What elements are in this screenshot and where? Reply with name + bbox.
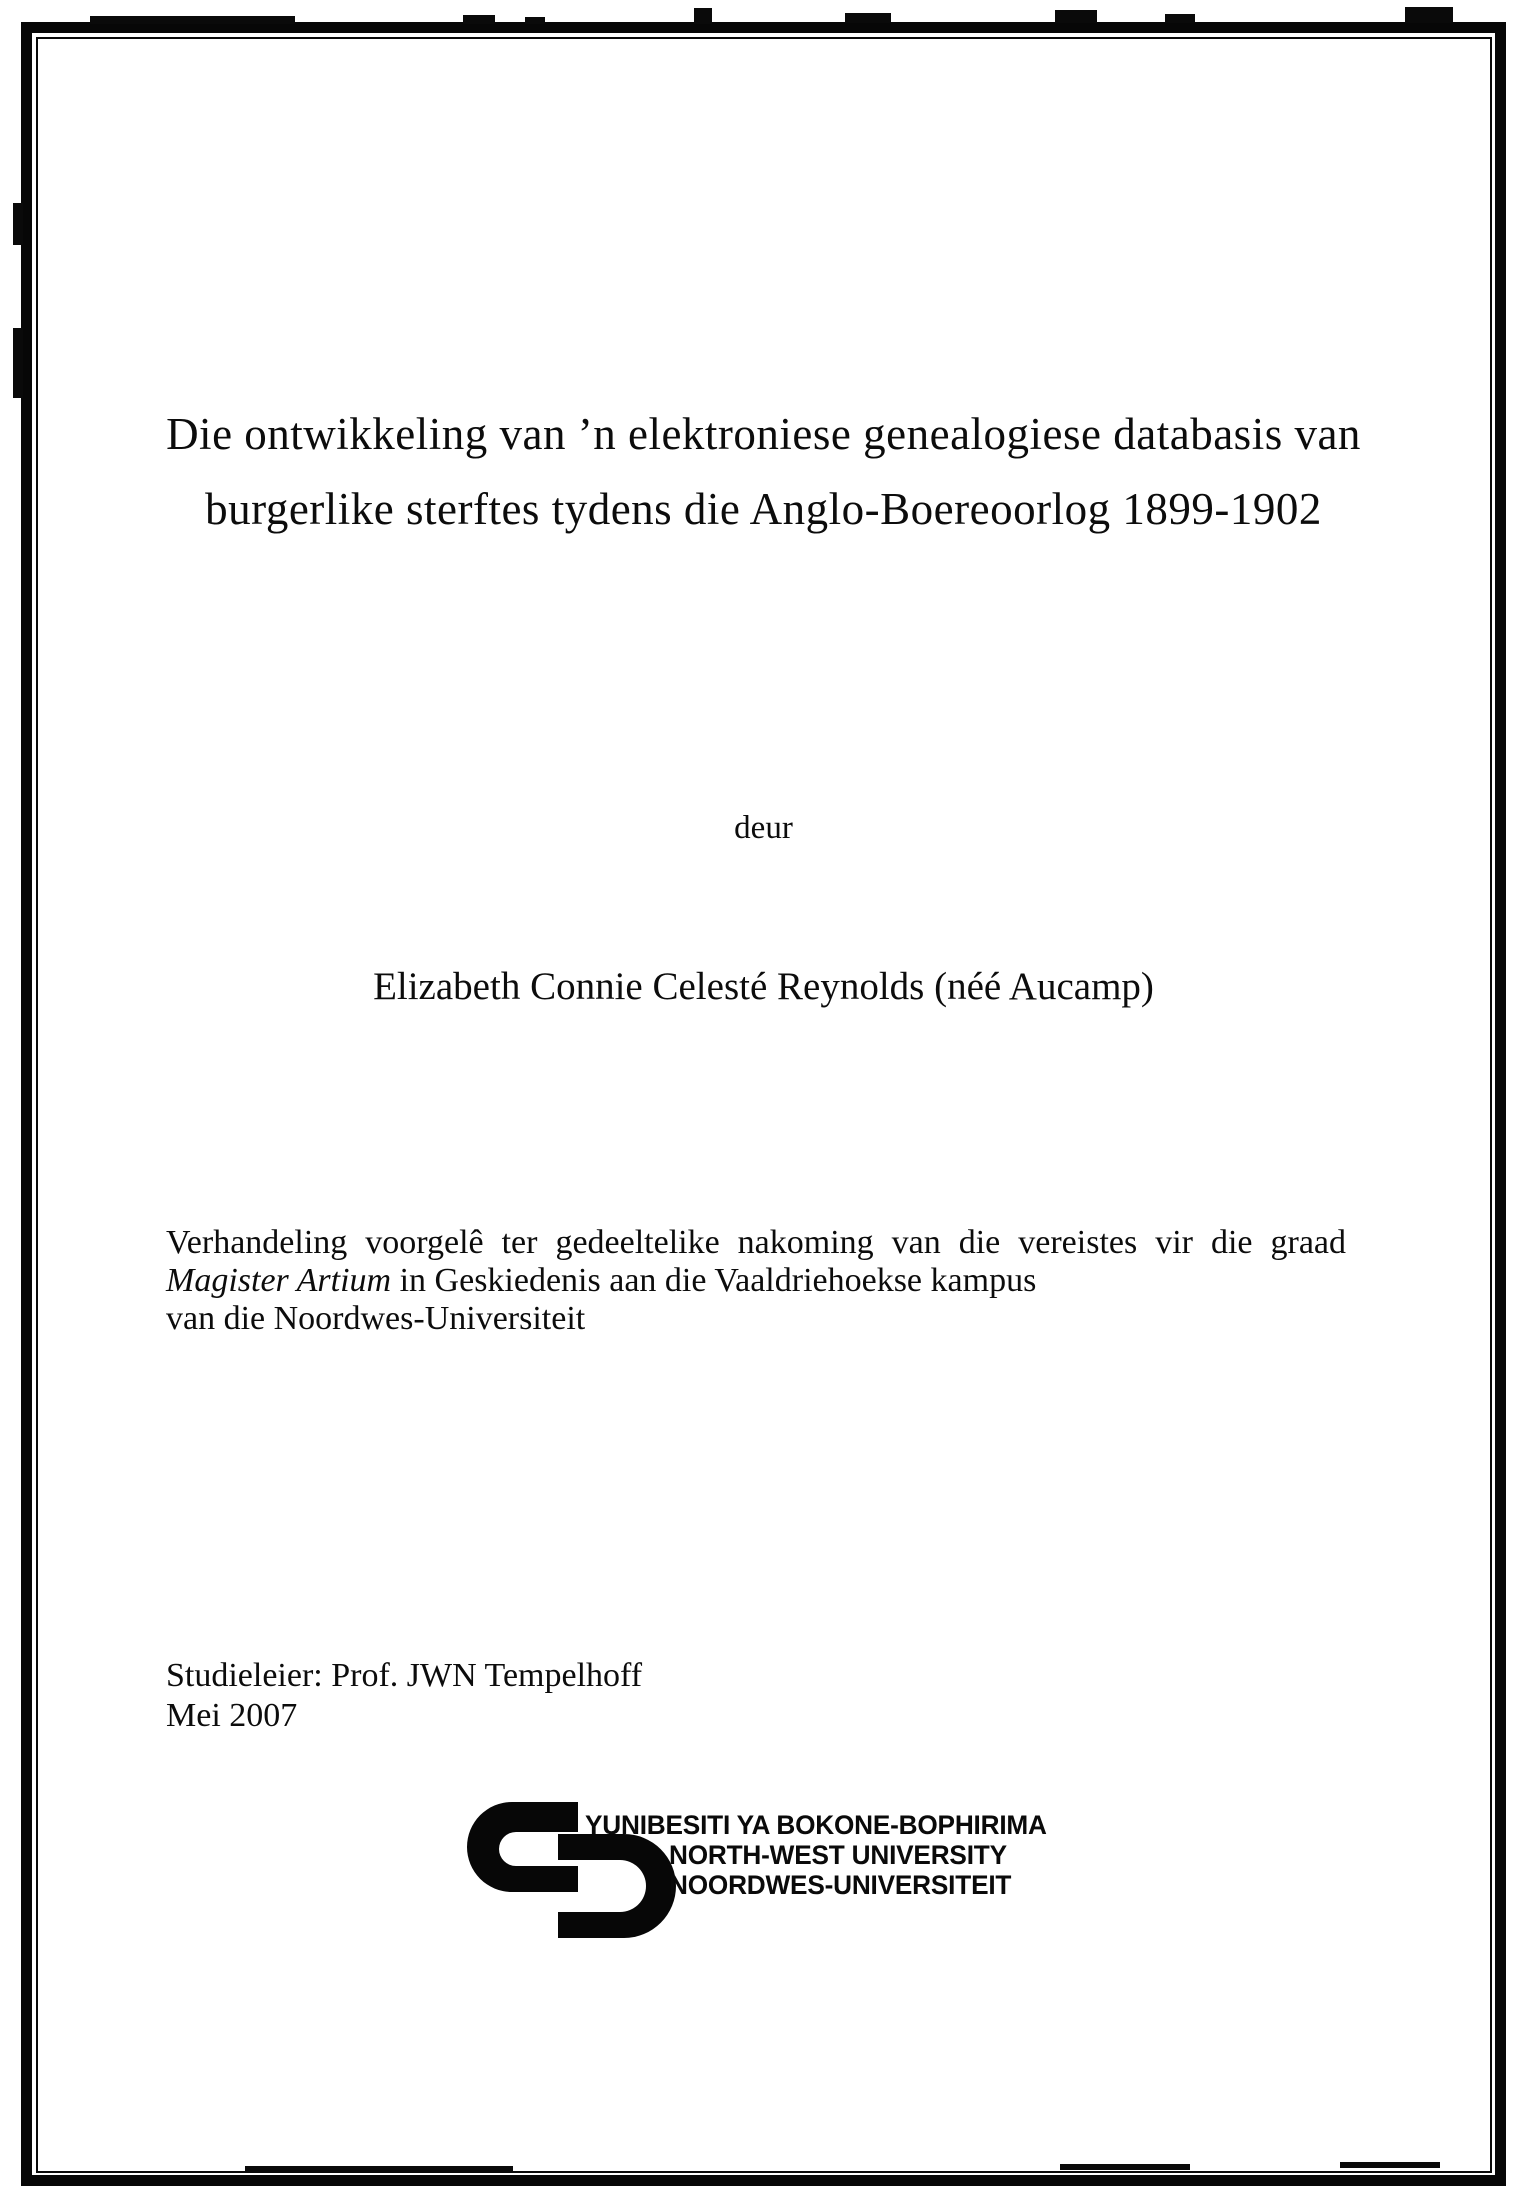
thesis-title-line1: Die ontwikkeling van ’n elektroniese genealogiese databasis van bbox=[166, 409, 1361, 459]
date-line: Mei 2007 bbox=[166, 1697, 298, 1734]
author-name: Elizabeth Connie Celesté Reynolds (néé Aucamp) bbox=[373, 965, 1154, 1008]
scan-artifact bbox=[13, 328, 23, 398]
scan-artifact bbox=[1060, 2164, 1190, 2170]
thesis-title-line2: burgerlike sterftes tydens die Anglo-Boereoorlog 1899-1902 bbox=[205, 484, 1322, 534]
thesis-statement bbox=[166, 1224, 1346, 1338]
scan-artifact bbox=[90, 16, 295, 24]
scan-artifact bbox=[245, 2166, 513, 2171]
statement-post: in Geskiedenis aan die Vaaldriehoekse kampus bbox=[391, 1262, 1037, 1299]
scan-artifact bbox=[525, 17, 545, 24]
scan-artifact bbox=[1055, 10, 1097, 23]
statement-pre: Verhandeling voorgelê ter gedeeltelike nakoming van die vereistes vir die graad bbox=[166, 1224, 1346, 1261]
university-logo bbox=[463, 1798, 1103, 1953]
statement-last-line: van die Noordwes-Universiteit bbox=[166, 1300, 586, 1337]
scan-artifact bbox=[1165, 14, 1195, 23]
supervisor-block bbox=[166, 1656, 642, 1736]
supervisor-line: Studieleier: Prof. JWN Tempelhoff bbox=[166, 1657, 643, 1694]
scan-artifact bbox=[845, 13, 891, 23]
statement-degree-italic: Magister Artium bbox=[166, 1262, 392, 1299]
scan-artifact bbox=[694, 8, 712, 24]
scan-artifact bbox=[1340, 2162, 1440, 2168]
scan-artifact bbox=[1405, 7, 1453, 23]
logo-text-line-1: YUNIBESITI YA BOKONE-BOPHIRIMA bbox=[585, 1810, 1047, 1840]
byline-deur: deur bbox=[734, 810, 793, 846]
scan-artifact bbox=[13, 203, 23, 245]
logo-text-line-3: NOORDWES-UNIVERSITEIT bbox=[669, 1870, 1012, 1900]
scan-artifact bbox=[463, 15, 495, 24]
logo-text-line-2: NORTH-WEST UNIVERSITY bbox=[669, 1840, 1007, 1870]
